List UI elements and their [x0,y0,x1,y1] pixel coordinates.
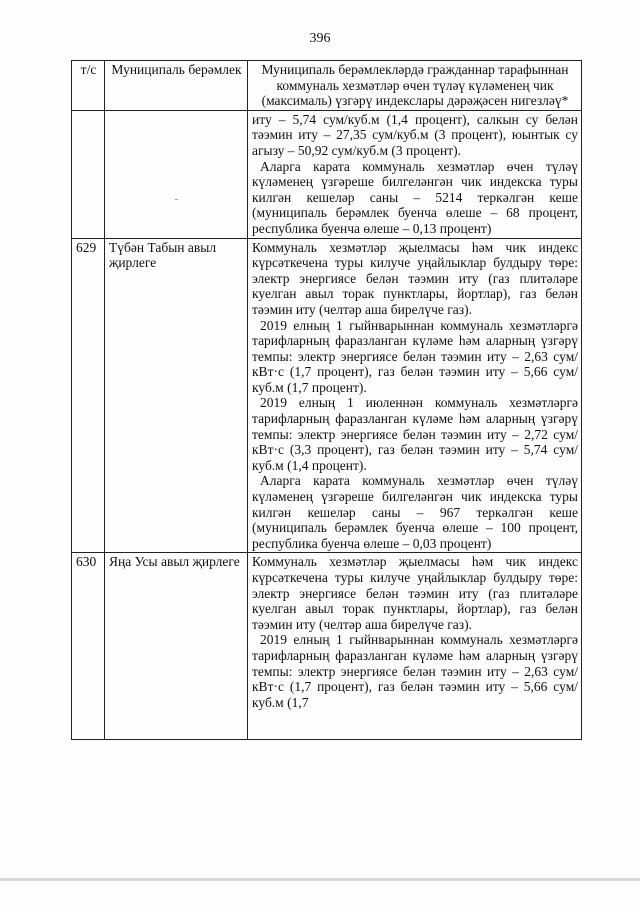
row-number: 629 [72,238,105,553]
paragraph: Коммуналь хезмәтләр җыелмасы һәм чик индекс күрсәткечена туры килуче уңайлыклар булдыру төре: электр энергиясе белән тәэмин иту (газ плитәләре куелган авыл торак пунктлары, йортлар), газ белән тәэмин иту (челтәр аша бирелүче газ). [252,554,578,632]
paragraph: Аларга карата коммуналь хезмәтләр өчен түләү күләменең үзгәреше билгеләнгән чик индекска туры килгән кешеләр саны – 5214 теркәлгән кеше (муниципаль берәмлек буенча өлеше – 68 процент, республика буенча өлеше – 0,13 процент) [252,158,578,236]
row-justification [248,553,582,740]
paragraph: Коммуналь хезмәтләр җыелмасы һәм чик индекс күрсәткечена туры килуче уңайлыклар булдыру төре: электр энергиясе белән тәэмин иту (газ плитәләре куелган авыл торак пунктлары, йортлар), газ белән тәэмин иту (челтәр аша бирелүче газ). [252,239,578,317]
header-justification: Муниципаль берәмлекләрдә гражданнар тарафыннан коммуналь хезмәтләр өчен түләү күләменең чик (максималь) үзгәрү индекслары дәрәҗәсен нигезләү* [248,61,582,111]
table-row [72,553,582,740]
paragraph: 2019 елның 1 гыйнварыннан коммуналь хезмәтләргә тарифларның фаразланган күләме һәм аларның үзгәрү темпы: электр энергиясе белән тәэмин иту – 2,63 сум/кВт·с (1,7 процент), газ белән тәэмин иту – 5,66 сум/куб.м (1,7 процент). [252,317,578,395]
paragraph: иту – 5,74 сум/куб.м (1,4 процент), салкын су белән тәэмин иту – 27,35 сум/куб.м (3 процент), юынтык су агызу – 50,92 сум/куб.м (3 процент). [252,111,578,158]
page-number: 396 [309,31,331,46]
scan-edge-divider [0,878,640,881]
header-number: т/с [72,61,105,111]
row-justification [248,110,582,238]
table-row [72,238,582,553]
paragraph: Аларга карата коммуналь хезмәтләр өчен түләү күләменең үзгәреше билгеләнгән чик индекска туры килгән кешеләр саны – 967 теркәлгән кеше (муниципаль берәмлек буенча өлеше – 100 процент, республика буенча өлеше – 0,03 процент) [252,473,578,551]
row-municipality [105,110,248,238]
data-table [71,60,582,740]
table-row [72,110,582,238]
row-justification [248,238,582,553]
row-municipality-mark: - [174,192,179,205]
row-municipality: Яңа Усы авыл җирлеге [105,553,248,740]
paragraph: 2019 елның 1 июленнән коммуналь хезмәтләргә тарифларның фаразланган күләме һәм аларның үзгәрү темпы: электр энергиясе белән тәэмин иту – 2,72 сум/кВт·с (3,3 процент), газ белән тәэмин иту – 5,74 сум/куб.м (1,4 процент). [252,395,578,473]
row-municipality: Түбән Табын авыл җирлеге [105,238,248,553]
row-number [72,110,105,238]
paragraph: 2019 елның 1 гыйнварыннан коммуналь хезмәтләргә тарифларның фаразланган күләме һәм аларның үзгәрү темпы: электр энергиясе белән тәэмин иту – 2,63 сум/кВт·с (1,7 процент), газ белән тәэмин иту – 5,66 сум/куб.м (1,7 [252,632,578,710]
row-number: 630 [72,553,105,740]
header-municipality: Муниципаль берәмлек [105,61,248,111]
table-header-row [72,61,582,111]
